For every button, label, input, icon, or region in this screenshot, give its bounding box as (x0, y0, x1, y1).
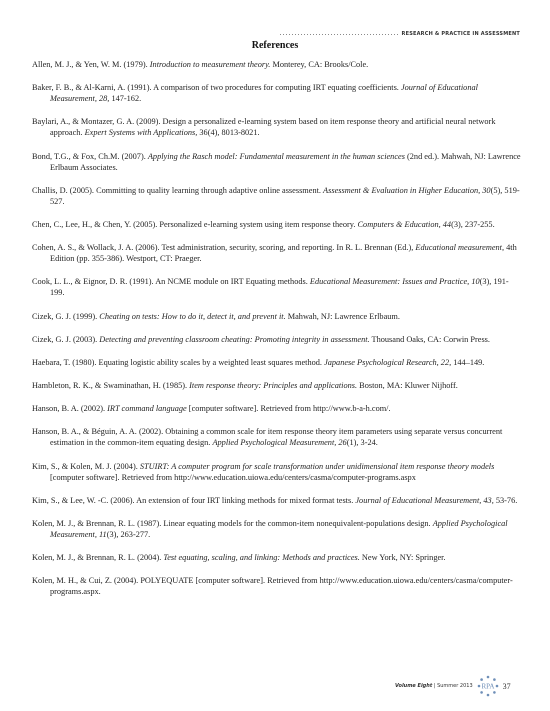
reference-details: 4th Edition (pp. 355-386). Westport, CT: Praeger. (50, 243, 517, 264)
reference-text: Allen, M. J., & Yen, W. M. (1979). (32, 60, 150, 69)
reference-details: (2nd ed.). Mahwah, NJ: Lawrence Erlbaum Associates. (50, 151, 521, 172)
reference-entry (32, 461, 522, 483)
reference-source: Computers & Education, 44 (357, 219, 452, 229)
reference-text: Kolen, M. J., & Brennan, R. L. (2004). (32, 553, 164, 563)
reference-details: (1), 3-24. (346, 438, 378, 448)
reference-source: Journal of Educational Measurement, 28, (50, 83, 478, 104)
page-number: 37 (502, 681, 511, 691)
reference-text: Bond, T.G., & Fox, Ch.M. (2007). (32, 151, 148, 161)
reference-source: Japanese Psychological Research, 22, (324, 357, 452, 367)
reference-text: Haebara, T. (1980). Equating logistic ability scales by a weighted least squares method. (32, 357, 325, 367)
reference-entry (32, 403, 522, 414)
reference-details: (3), 191-199. (50, 277, 509, 298)
rpa-logo-icon (476, 674, 500, 698)
reference-details: Mahwah, NJ: Lawrence Erlbaum. (285, 311, 400, 321)
reference-text: Hambleton, R. K., & Swaminathan, H. (1985). (32, 381, 190, 391)
reference-entry (32, 82, 522, 104)
reference-details: 144–149. (451, 357, 485, 367)
reference-text: Kolen, M. H., & Cui, Z. (2004). POLYEQUATE [computer software]. Retrieved from http://www.education.uiowa.edu/centers/casma/computer-programs.aspx. (32, 576, 513, 597)
reference-text: Baker, F. B., & Al-Karni, A. (1991). A comparison of two procedures for computing IRT equating coefficients. (32, 83, 401, 93)
footer-season: Summer 2013 (437, 683, 473, 689)
running-header (280, 27, 520, 37)
reference-details: (5), 519-527. (50, 185, 520, 206)
reference-entry (32, 357, 522, 368)
reference-text: Kolen, M. J., & Brennan, R. L. (1987). Linear equating models for the common-item nonequivalent-populations design. (32, 519, 433, 528)
page-footer (395, 674, 535, 698)
reference-source: Test equating, scaling, and linking: Methods and practices. (163, 553, 360, 563)
reference-source: Educational measurement, (415, 243, 505, 253)
reference-source: Assessment & Evaluation in Higher Education, 30 (323, 185, 491, 195)
reference-text: Challis, D. (2005). Committing to quality learning through adaptive online assessment. (32, 185, 324, 195)
header-dotted-rule (280, 34, 398, 35)
reference-entry (32, 575, 522, 597)
reference-text: Chen, C., Lee, H., & Chen, Y. (2005). Personalized e-learning system using item response theory. (32, 219, 358, 229)
reference-details: [computer software]. Retrieved from http://www.b-a-h.com/. (186, 404, 391, 414)
reference-source: Applying the Rasch model: Fundamental measurement in the human sciences (147, 151, 405, 161)
reference-details: 36(4), 8013-8021. (197, 128, 260, 138)
reference-source: IRT command language (107, 404, 187, 414)
reference-details: Monterey, CA: Brooks/Cole. (270, 60, 369, 69)
reference-details: 147-162. (109, 94, 142, 104)
reference-entry (32, 151, 522, 173)
reference-source: Cheating on tests: How to do it, detect it, and prevent it. (99, 311, 286, 321)
journal-name: RESEARCH & PRACTICE IN ASSESSMENT (401, 31, 520, 37)
reference-entry (32, 552, 522, 563)
reference-details: (3), 237-255. (451, 219, 495, 229)
reference-source: Applied Psychological Measurement, 26 (212, 438, 347, 448)
footer-issue (395, 683, 473, 689)
reference-details: Boston, MA: Kluwer Nijhoff. (357, 381, 458, 391)
reference-text: Hanson, B. A. (2002). (32, 404, 108, 414)
reference-details: (3), 263-277. (106, 530, 151, 539)
reference-entry (32, 426, 522, 448)
reference-text: Cohen, A. S., & Wollack, J. A. (2006). Test administration, security, scoring, and reporting. In R. L. Brennan (Ed.), (32, 243, 416, 253)
reference-details: [computer software]. Retrieved from http://www.education.uiowa.edu/centers/casma/computer-programs.aspx (50, 472, 416, 482)
reference-text: Cizek, G. J. (2003). (32, 334, 100, 344)
reference-entry (32, 185, 522, 207)
reference-text: Baylari, A., & Montazer, G. A. (2009). Design a personalized e-learning system based on item response theory and artificial neural network approach. (32, 117, 496, 138)
reference-source: Expert Systems with Applications, (84, 128, 198, 138)
section-title: References (251, 40, 299, 51)
reference-source: Journal of Educational Measurement, 43, (355, 495, 494, 505)
reference-entry (32, 495, 522, 506)
reference-source: Introduction to measurement theory. (149, 60, 271, 69)
logo-text: RPA (481, 682, 495, 691)
reference-entry (32, 334, 522, 345)
footer-separator: | (432, 683, 438, 689)
reference-entry (32, 116, 522, 138)
reference-entry (32, 59, 522, 70)
reference-text: Hanson, B. A., & Béguin, A. A. (2002). Obtaining a common scale for item response theory item parameters using separate versus concurrent estimation in the common-item equating design. (32, 427, 503, 448)
reference-entry (32, 311, 522, 322)
reference-source: Detecting and preventing classroom cheating: Promoting integrity in assessment. (99, 334, 370, 344)
reference-text: Kim, S., & Lee, W. -C. (2006). An extension of four IRT linking methods for mixed format tests. (32, 495, 356, 505)
reference-entry (32, 518, 522, 540)
reference-text: Kim, S., & Kolen, M. J. (2004). (32, 461, 140, 471)
reference-details: 53-76. (493, 495, 518, 505)
reference-entry (32, 276, 522, 298)
reference-entry (32, 242, 522, 264)
reference-entry (32, 380, 522, 391)
reference-list (32, 59, 522, 610)
reference-details: New York, NY: Springer. (359, 553, 446, 563)
reference-text: Cook, L. L., & Eignor, D. R. (1991). An NCME module on IRT Equating methods. (32, 277, 310, 287)
reference-source: Applied Psychological Measurement, 11 (50, 519, 508, 539)
reference-entry (32, 219, 522, 230)
reference-source: Educational Measurement: Issues and Practice, 10 (309, 277, 480, 287)
reference-source: STUIRT: A computer program for scale transformation under unidimensional item response theory models (139, 461, 495, 471)
reference-text: Cizek, G. J. (1999). (32, 311, 100, 321)
reference-source: Item response theory: Principles and applications. (189, 381, 358, 391)
footer-volume: Volume Eight (395, 683, 433, 689)
reference-details: Thousand Oaks, CA: Corwin Press. (369, 334, 490, 344)
